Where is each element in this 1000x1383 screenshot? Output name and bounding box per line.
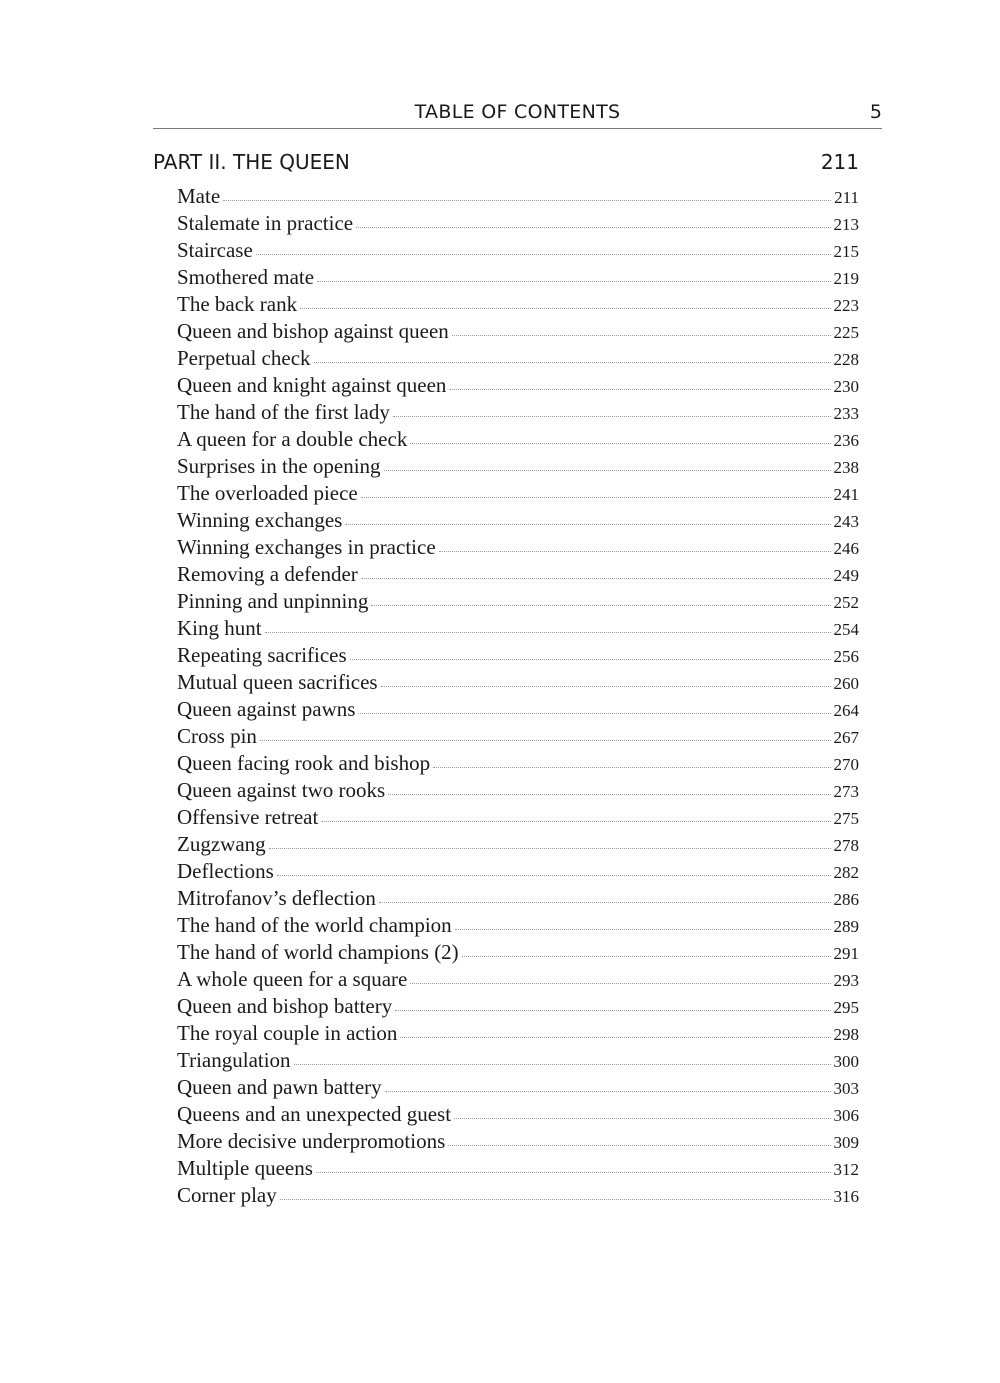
toc-entry-page: 264 (833, 701, 859, 720)
toc-entry-title: Mitrofanov’s deflection (177, 886, 376, 910)
toc-entry-title: Queen and knight against queen (177, 373, 447, 397)
toc-entry-title: Stalemate in practice (177, 211, 354, 235)
toc-entry (177, 561, 859, 588)
dot-leader (316, 1172, 831, 1173)
dot-leader (358, 713, 830, 714)
dot-leader (400, 1037, 830, 1038)
toc-entry-page: 238 (833, 458, 859, 477)
toc-entry-page: 243 (833, 512, 859, 531)
toc-entry-title: Removing a defender (177, 562, 358, 586)
toc-entry-page: 312 (833, 1160, 859, 1179)
toc-entry (177, 993, 859, 1020)
toc-entry-page: 316 (833, 1187, 859, 1206)
toc-entry-title: The back rank (177, 292, 298, 316)
toc-entry (177, 939, 859, 966)
dot-leader (361, 578, 831, 579)
toc-entry-title: The hand of the world champion (177, 913, 452, 937)
toc-entry (177, 588, 859, 615)
dot-leader (449, 389, 830, 390)
toc-entry-page: 256 (833, 647, 859, 666)
dot-leader (356, 227, 830, 228)
running-head (153, 98, 882, 129)
dot-leader (371, 605, 830, 606)
toc-entry-page: 303 (833, 1079, 859, 1098)
part-page: 211 (820, 150, 859, 174)
dot-leader (452, 335, 831, 336)
dot-leader (265, 632, 831, 633)
toc-entry-title: Multiple queens (177, 1156, 313, 1180)
toc-entry (177, 1101, 859, 1128)
toc-entry-page: 298 (833, 1025, 859, 1044)
toc-entry (177, 912, 859, 939)
toc-entry-title: King hunt (177, 616, 262, 640)
toc-entry (177, 750, 859, 777)
toc-entry-page: 233 (833, 404, 859, 423)
toc-entry-title: Queens and an unexpected guest (177, 1102, 452, 1126)
toc-entry-title: Winning exchanges in practice (177, 535, 436, 559)
toc-entry-page: 309 (833, 1133, 859, 1152)
toc-entry-title: Queen and bishop against queen (177, 319, 449, 343)
toc-entry-title: A whole queen for a square (177, 967, 408, 991)
toc-entry-title: Cross pin (177, 724, 257, 748)
toc-entry-page: 223 (833, 296, 859, 315)
toc-entry-title: More decisive underpromotions (177, 1129, 446, 1153)
toc-entry-page: 273 (833, 782, 859, 801)
dot-leader (384, 470, 831, 471)
toc-entry (177, 885, 859, 912)
toc-entry-title: Perpetual check (177, 346, 311, 370)
dot-leader (277, 875, 831, 876)
toc-entry-page: 254 (833, 620, 859, 639)
toc-entry-page: 306 (833, 1106, 859, 1125)
part-title: PART II. THE QUEEN (153, 150, 350, 174)
dot-leader (256, 254, 831, 255)
toc-entry-title: Offensive retreat (177, 805, 319, 829)
dot-leader (223, 200, 831, 201)
toc-entry (177, 183, 859, 210)
toc-entry (177, 615, 859, 642)
dot-leader (393, 416, 831, 417)
dot-leader (294, 1064, 831, 1065)
toc-entry-title: Repeating sacrifices (177, 643, 347, 667)
dot-leader (317, 281, 830, 282)
dot-leader (269, 848, 831, 849)
toc-entry (177, 426, 859, 453)
toc-entry-page: 295 (833, 998, 859, 1017)
toc-entry-page: 228 (833, 350, 859, 369)
toc-entry (177, 1074, 859, 1101)
toc-entry (177, 534, 859, 561)
toc-entry-title: Deflections (177, 859, 274, 883)
running-head-title: TABLE OF CONTENTS (414, 101, 621, 123)
toc-entry-title: Mutual queen sacrifices (177, 670, 378, 694)
toc-entry (177, 642, 859, 669)
toc-entry (177, 453, 859, 480)
dot-leader (433, 767, 830, 768)
toc-entry-title: Queen and pawn battery (177, 1075, 382, 1099)
dot-leader (439, 551, 831, 552)
part-heading (153, 150, 859, 178)
toc-entry (177, 507, 859, 534)
toc-entry-page: 236 (833, 431, 859, 450)
toc-entry-title: The overloaded piece (177, 481, 358, 505)
dot-leader (448, 1145, 830, 1146)
toc-entry-title: Queen against pawns (177, 697, 356, 721)
dot-leader (280, 1199, 831, 1200)
toc-entry-title: Winning exchanges (177, 508, 343, 532)
dot-leader (410, 443, 830, 444)
toc-entry-title: The hand of the first lady (177, 400, 390, 424)
toc-entry-page: 246 (833, 539, 859, 558)
toc-entry (177, 696, 859, 723)
toc-entry-title: Triangulation (177, 1048, 291, 1072)
toc-entry-title: Smothered mate (177, 265, 315, 289)
toc-entry-page: 260 (833, 674, 859, 693)
toc-entry-page: 300 (833, 1052, 859, 1071)
toc-entry-title: A queen for a double check (177, 427, 408, 451)
dot-leader (350, 659, 831, 660)
toc-entry-page: 219 (833, 269, 859, 288)
dot-leader (410, 983, 830, 984)
toc-entry-page: 270 (833, 755, 859, 774)
toc-entry-page: 215 (833, 242, 859, 261)
toc-entry-page: 267 (833, 728, 859, 747)
toc-entry-title: Staircase (177, 238, 253, 262)
dot-leader (462, 956, 831, 957)
toc-entry (177, 237, 859, 264)
toc-entry-title: Corner play (177, 1183, 277, 1207)
toc-entry-title: Zugzwang (177, 832, 266, 856)
toc-entry-page: 211 (834, 188, 859, 207)
toc-entry (177, 1182, 859, 1209)
toc-entry (177, 723, 859, 750)
toc-entry-page: 252 (833, 593, 859, 612)
toc-entry (177, 210, 859, 237)
dot-leader (388, 794, 830, 795)
toc-entry (177, 345, 859, 372)
toc-entry-page: 291 (833, 944, 859, 963)
toc-entry-title: Queen and bishop battery (177, 994, 393, 1018)
toc-entry-title: Surprises in the opening (177, 454, 381, 478)
dot-leader (361, 497, 831, 498)
dot-leader (455, 929, 831, 930)
dot-leader (454, 1118, 830, 1119)
dot-leader (260, 740, 831, 741)
toc-entry (177, 1020, 859, 1047)
toc-entry-page: 286 (833, 890, 859, 909)
toc-entry-title: Mate (177, 184, 221, 208)
dot-leader (300, 308, 830, 309)
toc-entry-title: Pinning and unpinning (177, 589, 369, 613)
toc-entry-page: 293 (833, 971, 859, 990)
toc-entry (177, 1155, 859, 1182)
dot-leader (314, 362, 831, 363)
toc-entry (177, 804, 859, 831)
dot-leader (345, 524, 830, 525)
toc-entry-page: 249 (833, 566, 859, 585)
toc-entry-page: 275 (833, 809, 859, 828)
toc-entry-page: 289 (833, 917, 859, 936)
toc-entry (177, 966, 859, 993)
dot-leader (395, 1010, 830, 1011)
toc-entry (177, 291, 859, 318)
toc-entry-page: 278 (833, 836, 859, 855)
dot-leader (385, 1091, 831, 1092)
toc-entry-page: 282 (833, 863, 859, 882)
toc-entry (177, 669, 859, 696)
toc-entry-page: 225 (833, 323, 859, 342)
toc-entry (177, 777, 859, 804)
toc-entry (177, 1128, 859, 1155)
toc-entry (177, 1047, 859, 1074)
page-number: 5 (869, 101, 882, 123)
toc-entry-title: Queen facing rook and bishop (177, 751, 431, 775)
toc-entry (177, 399, 859, 426)
toc-entry (177, 318, 859, 345)
toc-entry-title: The hand of world champions (2) (177, 940, 459, 964)
dot-leader (379, 902, 831, 903)
toc-entry (177, 858, 859, 885)
toc-entry (177, 372, 859, 399)
toc-entry-page: 230 (833, 377, 859, 396)
toc-list (177, 183, 859, 1209)
toc-entry-title: Queen against two rooks (177, 778, 386, 802)
toc-entry-page: 241 (833, 485, 859, 504)
toc-entry (177, 831, 859, 858)
dot-leader (321, 821, 830, 822)
toc-entry-title: The royal couple in action (177, 1021, 398, 1045)
toc-entry (177, 480, 859, 507)
dot-leader (381, 686, 831, 687)
toc-entry (177, 264, 859, 291)
toc-entry-page: 213 (833, 215, 859, 234)
